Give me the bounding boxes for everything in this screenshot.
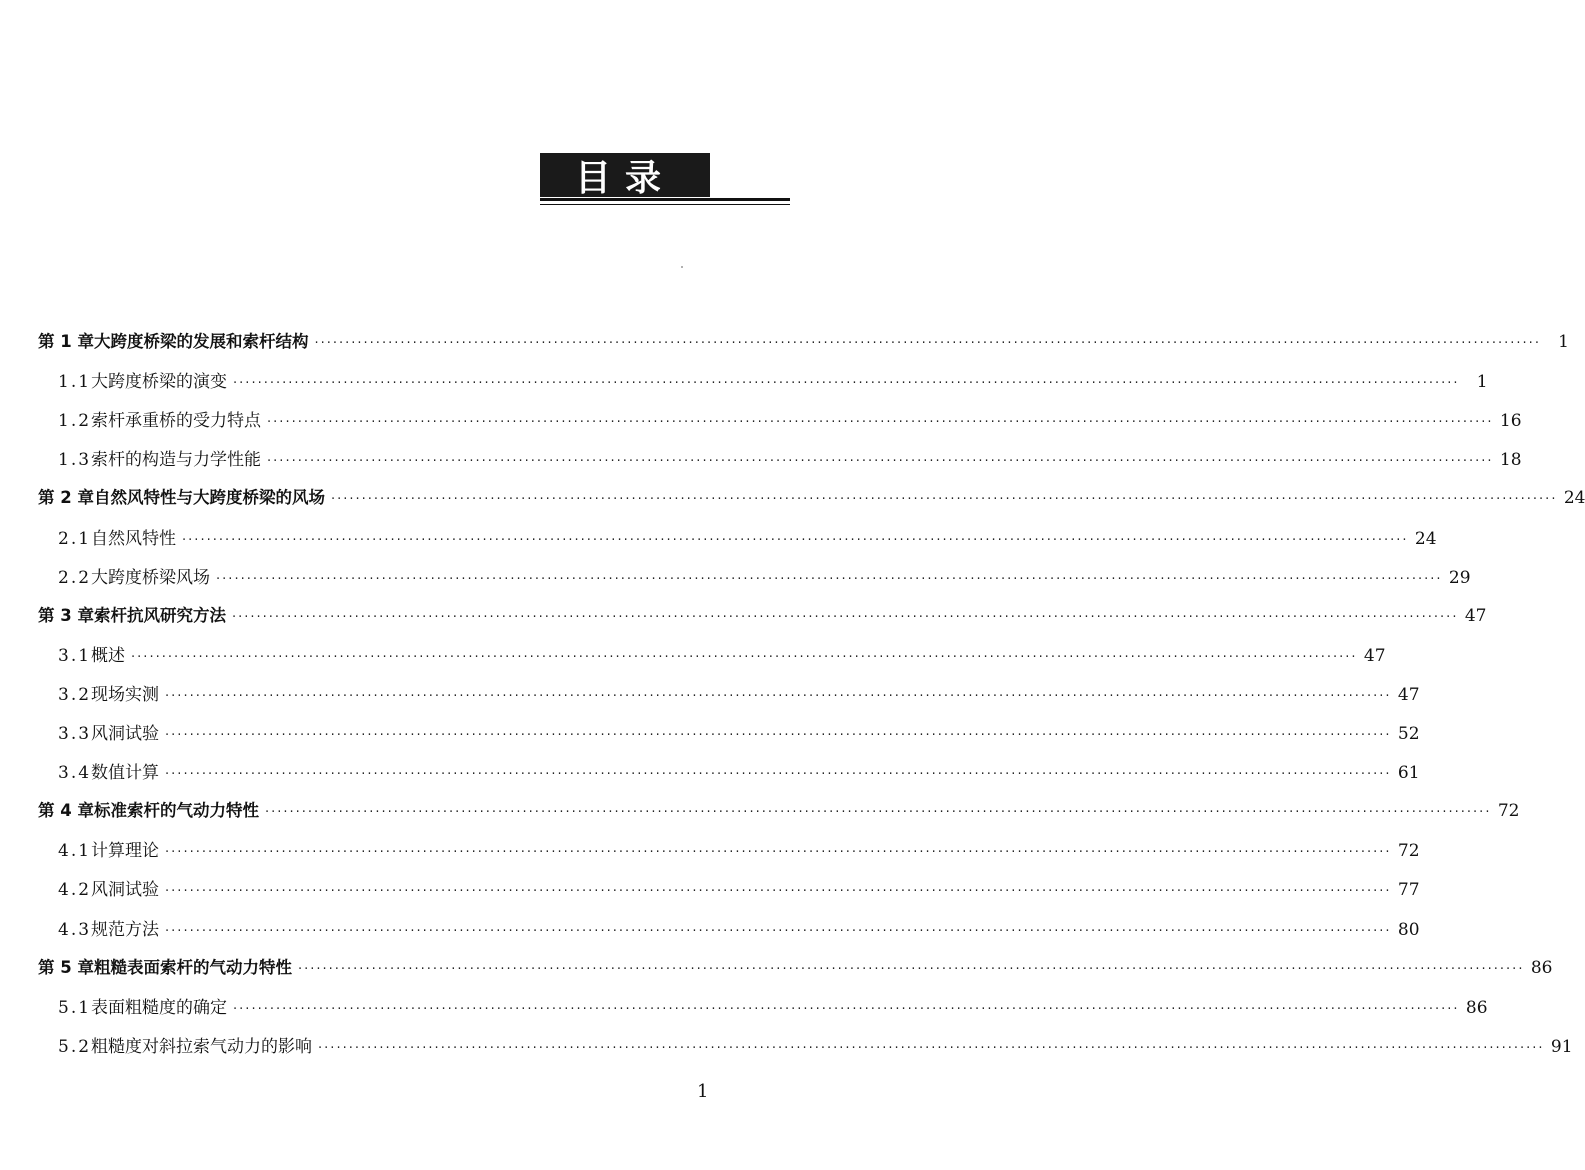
section-number: 5.2 <box>58 1036 92 1057</box>
toc-section-1-3 <box>58 445 1522 475</box>
toc-section-3-2 <box>58 680 1420 710</box>
dot-leader: ········································································································································································································ <box>264 805 1492 821</box>
section-title: 表面粗糙度的确定 <box>91 997 228 1018</box>
section-number: 3.1 <box>58 645 92 666</box>
dot-leader: ········································································································································································································ <box>165 728 1392 743</box>
section-number: 4.2 <box>58 880 92 901</box>
section-number: 1.3 <box>58 450 92 471</box>
toc-section-4-1 <box>58 836 1420 866</box>
dot-leader: ········································································································································································································ <box>233 376 1460 392</box>
toc-section-2-1 <box>58 524 1437 554</box>
page-number: 72 <box>1497 801 1520 822</box>
page-number: 29 <box>1448 567 1471 588</box>
page-number: 47 <box>1363 645 1386 666</box>
section-number: 5.1 <box>58 997 92 1018</box>
title-rule-thick <box>540 198 790 201</box>
page-number: 91 <box>1550 1036 1573 1057</box>
section-title: 计算理论 <box>91 841 160 862</box>
toc-section-5-2 <box>58 1032 1573 1062</box>
toc-chapter-2 <box>38 484 1585 514</box>
chapter-number: 第 2 章 <box>38 488 94 508</box>
section-number: 3.4 <box>58 763 92 784</box>
toc-chapter-4 <box>38 797 1520 827</box>
dot-leader: ········································································································································································································ <box>267 415 1494 431</box>
toc-title: 目录 <box>574 157 675 199</box>
page-number: 47 <box>1464 605 1487 626</box>
dot-leader: ········································································································································································································ <box>314 336 1541 351</box>
dot-leader: ········································································································································································································ <box>330 492 1558 508</box>
chapter-title: 大跨度桥梁的发展和索杆结构 <box>93 332 309 351</box>
toc-section-4-2 <box>58 875 1420 905</box>
page-number: 18 <box>1499 450 1522 471</box>
page-number: 16 <box>1499 411 1522 432</box>
page-number: 61 <box>1397 763 1420 784</box>
dot-leader: ········································································································································································································ <box>165 767 1392 783</box>
dot-leader: ········································································································································································································ <box>165 884 1392 900</box>
dot-leader: ········································································································································································································ <box>131 649 1358 665</box>
chapter-title: 索杆抗风研究方法 <box>93 605 226 625</box>
section-title: 索杆的构造与力学性能 <box>91 450 262 471</box>
toc-section-4-3 <box>58 915 1420 945</box>
section-title: 风洞试验 <box>91 880 160 901</box>
page-number: 86 <box>1530 957 1553 978</box>
toc-section-5-1 <box>58 993 1488 1023</box>
section-number: 4.3 <box>58 919 92 940</box>
chapter-number: 第 1 章 <box>38 332 94 351</box>
section-number: 2.2 <box>58 567 92 588</box>
chapter-number: 第 4 章 <box>38 801 94 821</box>
dot-leader: ········································································································································································································ <box>231 609 1459 625</box>
section-title: 索杆承重桥的受力特点 <box>91 411 262 432</box>
section-number: 1.1 <box>58 372 92 393</box>
dot-leader: ········································································································································································································ <box>182 532 1409 548</box>
page-number: 52 <box>1397 724 1420 744</box>
toc-chapter-5 <box>38 954 1553 984</box>
toc-section-3-3 <box>58 719 1420 749</box>
dot-leader: ········································································································································································································ <box>297 961 1525 977</box>
toc-section-2-2 <box>58 563 1471 593</box>
dot-leader: ········································································································································································································ <box>318 1040 1545 1056</box>
section-title: 大跨度桥梁风场 <box>91 567 211 588</box>
section-title: 大跨度桥梁的演变 <box>91 372 228 393</box>
section-title: 规范方法 <box>91 919 160 940</box>
page-number: 86 <box>1465 997 1488 1018</box>
page-number: 80 <box>1397 919 1420 940</box>
chapter-title: 自然风特性与大跨度桥梁的风场 <box>93 488 325 508</box>
toc-section-1-2 <box>58 406 1522 436</box>
dot-leader: ········································································································································································································ <box>165 923 1392 939</box>
title-rule-thin <box>540 204 790 205</box>
page-number: 24 <box>1563 488 1585 509</box>
toc-chapter-3 <box>38 602 1487 632</box>
page-folio: 1 <box>697 1081 709 1102</box>
section-number: 3.2 <box>58 684 92 705</box>
dot-leader: ········································································································································································································ <box>165 845 1392 861</box>
section-title: 数值计算 <box>91 763 160 784</box>
section-title: 粗糙度对斜拉索气动力的影响 <box>91 1036 313 1057</box>
toc-section-3-1 <box>58 641 1386 671</box>
chapter-title: 粗糙表面索杆的气动力特性 <box>93 957 292 977</box>
section-title: 自然风特性 <box>91 528 177 549</box>
toc-title-block <box>540 153 710 197</box>
section-number: 1.2 <box>58 411 92 432</box>
dot-leader: ········································································································································································································ <box>165 688 1392 704</box>
chapter-title: 标准索杆的气动力特性 <box>93 801 259 821</box>
section-number: 3.3 <box>58 724 92 744</box>
dot-leader: ········································································································································································································ <box>216 571 1443 587</box>
dot-leader: ········································································································································································································ <box>233 1001 1460 1017</box>
dot-leader: ········································································································································································································ <box>267 454 1494 470</box>
toc-section-3-4 <box>58 758 1420 788</box>
page-number: 77 <box>1397 880 1420 901</box>
section-title: 现场实测 <box>91 684 160 705</box>
page-number: 1 <box>1476 372 1488 393</box>
toc-chapter-1 <box>38 328 1569 358</box>
paper-speck <box>681 266 683 268</box>
chapter-number: 第 3 章 <box>38 605 94 625</box>
page-number: 1 <box>1558 332 1569 352</box>
chapter-number: 第 5 章 <box>38 957 94 977</box>
page-number: 72 <box>1397 841 1420 862</box>
section-number: 2.1 <box>58 528 92 549</box>
page-number: 24 <box>1414 528 1437 549</box>
section-title: 风洞试验 <box>91 724 160 744</box>
section-title: 概述 <box>91 645 126 666</box>
page-number: 47 <box>1397 684 1420 705</box>
section-number: 4.1 <box>58 841 92 862</box>
toc-section-1-1 <box>58 367 1488 397</box>
